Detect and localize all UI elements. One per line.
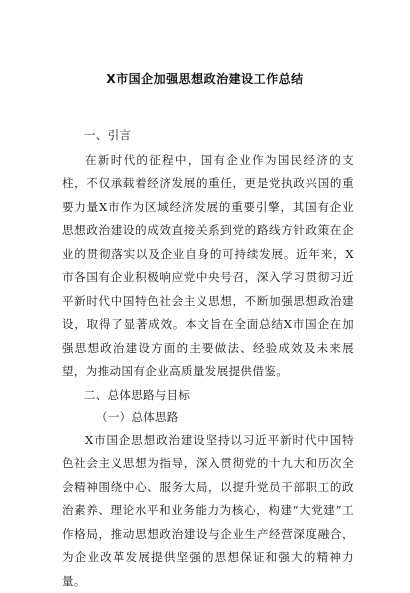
document-title: X市国企加强思想政治建设工作总结	[0, 70, 410, 87]
document-body	[62, 124, 354, 593]
section-heading-overall: 二、总体思路与目标	[62, 384, 354, 407]
intro-paragraph: 在新时代的征程中，国有企业作为国民经济的支柱，不仅承载着经济发展的重任，更是党执政兴国的重要力量X市作为区域经济发展的重要引擎，其国有企业思想政治建设的成效直接关系到党的路线方针政策在企业的贯彻落实以及企业自身的可持续发展。近年来，X市各国有企业积极响应党中央号召，深入学习贯彻习近平新时代中国特色社会主义思想，不断加强思想政治建设，取得了显著成效。本文旨在全面总结X市国企在加强思想政治建设方面的主要做法、经验成效及未来展望，为推动国有企业高质量发展提供借鉴。	[62, 149, 354, 384]
overall-approach-paragraph: X市国企思想政治建设坚持以习近平新时代中国特色社会主义思想为指导，深入贯彻党的十九大和历次全会精神围绕中心、服务大局，以提升党员干部职工的政治素养、理论水平和业务能力为核心，构建“大党建”工作格局，推动思想政治建设与企业生产经营深度融合，为企业改革发展提供坚强的思想保证和强大的精神力量。	[62, 429, 354, 593]
section-heading-intro: 一、引言	[62, 124, 354, 147]
subsection-heading-overall-approach: （一）总体思路	[62, 406, 354, 429]
